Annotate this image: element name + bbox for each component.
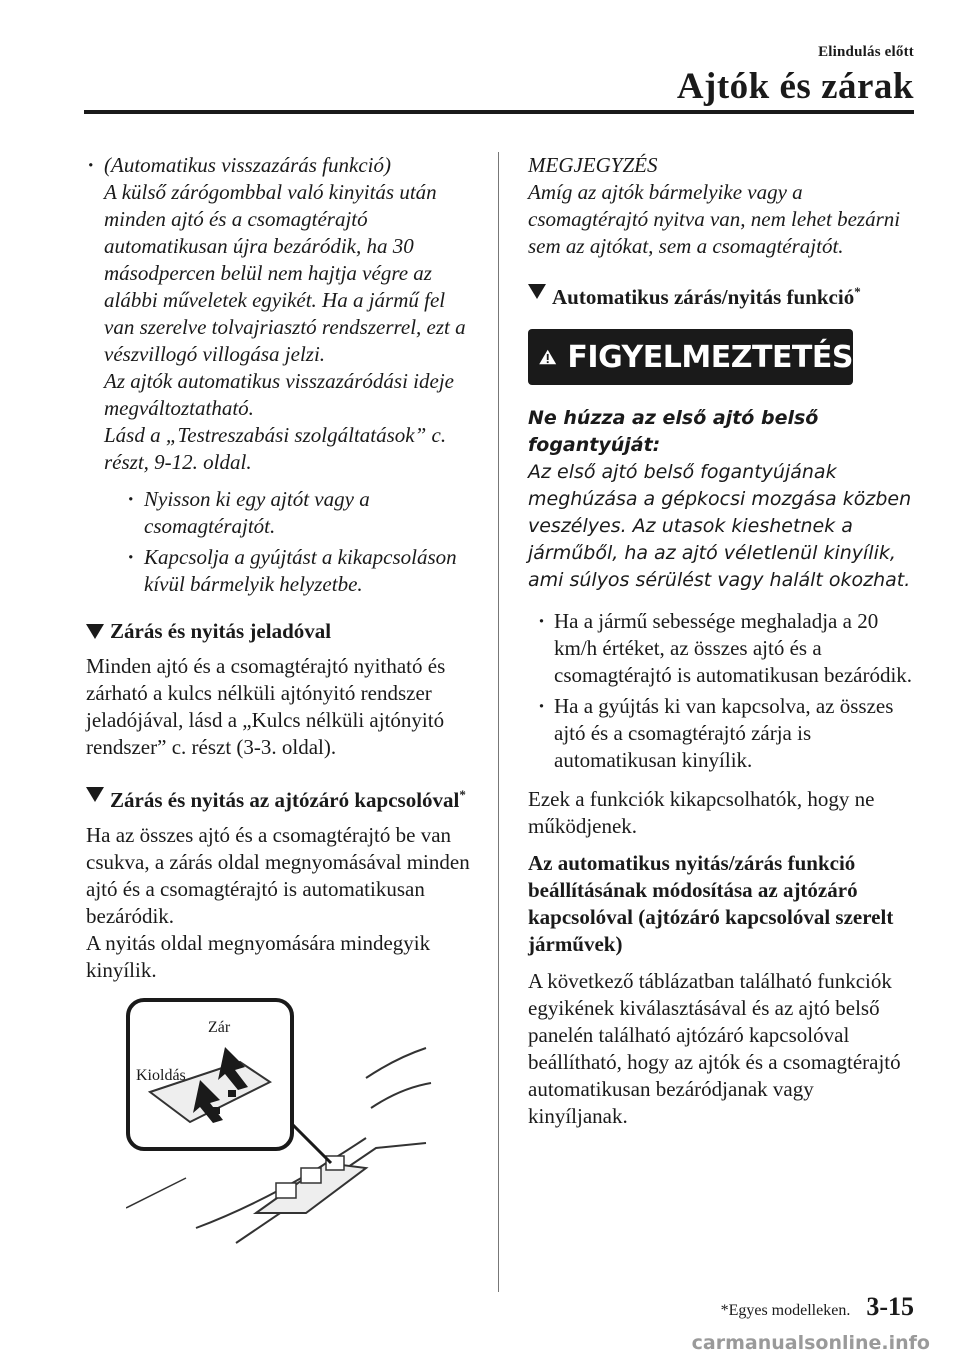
triangle-icon xyxy=(86,787,104,802)
sub-item-text: Kapcsolja a gyújtást a kikapcsoláson kívül bármelyik helyzetbe. xyxy=(144,545,457,596)
lock-label: Zár xyxy=(208,1019,231,1036)
warning-text-block xyxy=(528,405,918,594)
warning-banner xyxy=(528,329,853,385)
ignition-bullet xyxy=(536,693,918,774)
sub-item xyxy=(126,544,476,598)
transmitter-paragraph: Minden ajtó és a csomagtérajtó nyitható és zárható a kulcs nélküli ajtónyitó rendszer jeladójával, lásd a „Kulcs nélküli ajtónyitó rendszer” c. részt (3-3. oldal). xyxy=(86,654,446,759)
setting-heading: Az automatikus nyitás/zárás funkció beállításának módosítása az ajtózáró kapcsolóval (ajtózáró kapcsolóval szerelt járművek) xyxy=(528,851,894,956)
note-title: MEGJEGYZÉS xyxy=(528,153,658,177)
heading-text: Zárás és nyitás jeladóval xyxy=(110,619,332,643)
auto-relock-body2: Az ajtók automatikus visszazáródási ideje megváltoztatható. xyxy=(104,369,454,420)
column-divider xyxy=(498,152,499,1292)
header-rule xyxy=(84,110,914,114)
left-column xyxy=(86,152,476,1248)
setting-paragraph: A következő táblázatban található funkciók egyikének kiválasztásával és az ajtó belső panelén található ajtózáró kapcsolóval beállítható, hogy az ajtók és a csomagtérajtó automatikusan bezáródjanak vagy kinyíljanak. xyxy=(528,969,901,1128)
triangle-icon xyxy=(528,284,546,299)
page-footer xyxy=(721,1292,914,1322)
unlock-paragraph: A nyitás oldal megnyomására mindegyik kinyílik. xyxy=(86,931,431,982)
warning-title: FIGYELMEZTETÉS xyxy=(567,339,853,375)
auto-relock-bullet xyxy=(86,152,476,598)
heading-text: Zárás és nyitás az ajtózáró kapcsolóval xyxy=(110,788,460,812)
triangle-icon xyxy=(86,624,104,639)
sub-item-text: Nyisson ki egy ajtót vagy a csomagtérajtót. xyxy=(144,487,370,538)
warning-body: Az első ajtó belső fogantyújának meghúzása a gépkocsi mozgása közben veszélyes. Az utasok kieshetnek a járműből, ha az ajtó véletlenül kinyílik, ami súlyos sérülést vagy halált okozhat. xyxy=(528,461,912,591)
warning-lead: Ne húzza az első ajtó belső fogantyúját: xyxy=(528,407,819,456)
unlock-label: Kioldás xyxy=(136,1067,186,1084)
section-title: Elindulás előtt xyxy=(818,44,914,60)
heading-text: Automatikus zárás/nyitás funkció xyxy=(552,285,855,309)
heading-lock-switch xyxy=(86,781,476,814)
bullet-text: Ha a gyújtás ki van kapcsolva, az összes ajtó és a csomagtérajtó zárja is automatikusan kinyílik. xyxy=(554,694,894,772)
note-body: Amíg az ajtók bármelyike vagy a csomagtérajtó nyitva van, nem lehet bezárni sem az ajtókat, sem a csomagtérajtót. xyxy=(528,180,901,258)
asterisk-mark: * xyxy=(459,787,466,802)
auto-relock-body: A külső zárógombbal való kinyitás után minden ajtó és a csomagtérajtó automatikusan újra bezáródik, ha 30 másodpercen belül nem hajtja végre az alábbi műveletek egyikét. Ha a jármű fel van szerelve tolvajriasztó rendszerrel, ezt a vészvillogó villogása jelzi. xyxy=(104,180,466,366)
auto-relock-title: · (Automatikus visszazárás funkció) xyxy=(104,153,391,177)
switch-zoom-callout xyxy=(126,998,294,1151)
heading-transmitter xyxy=(86,618,476,645)
warning-icon xyxy=(538,343,557,371)
sub-item xyxy=(126,486,476,540)
asterisk-mark: * xyxy=(854,284,861,299)
heading-auto-lock xyxy=(528,278,918,311)
page-number: 3-15 xyxy=(866,1292,914,1321)
speed-bullet xyxy=(536,608,918,689)
footnote: *Egyes modelleken. xyxy=(720,1302,851,1319)
disable-paragraph: Ezek a funkciók kikapcsolhatók, hogy ne működjenek. xyxy=(528,787,875,838)
watermark: carmanualsonline.info xyxy=(691,1332,930,1354)
door-switch-illustration xyxy=(126,998,436,1248)
auto-relock-body3: Lásd a „Testreszabási szolgáltatások” c. részt, 9-12. oldal. xyxy=(104,423,447,474)
bullet-text: Ha a jármű sebessége meghaladja a 20 km/h értéket, az összes ajtó és a csomagtérajtó is automatikusan bezáródik. xyxy=(554,609,913,687)
page-header xyxy=(677,44,914,108)
right-column xyxy=(528,152,918,1130)
lock-switch-paragraph: Ha az összes ajtó és a csomagtérajtó be van csukva, a zárás oldal megnyomásával minden ajtó és a csomagtérajtó is automatikusan bezáródik. xyxy=(86,823,470,928)
chapter-title: Ajtók és zárak xyxy=(676,66,914,107)
